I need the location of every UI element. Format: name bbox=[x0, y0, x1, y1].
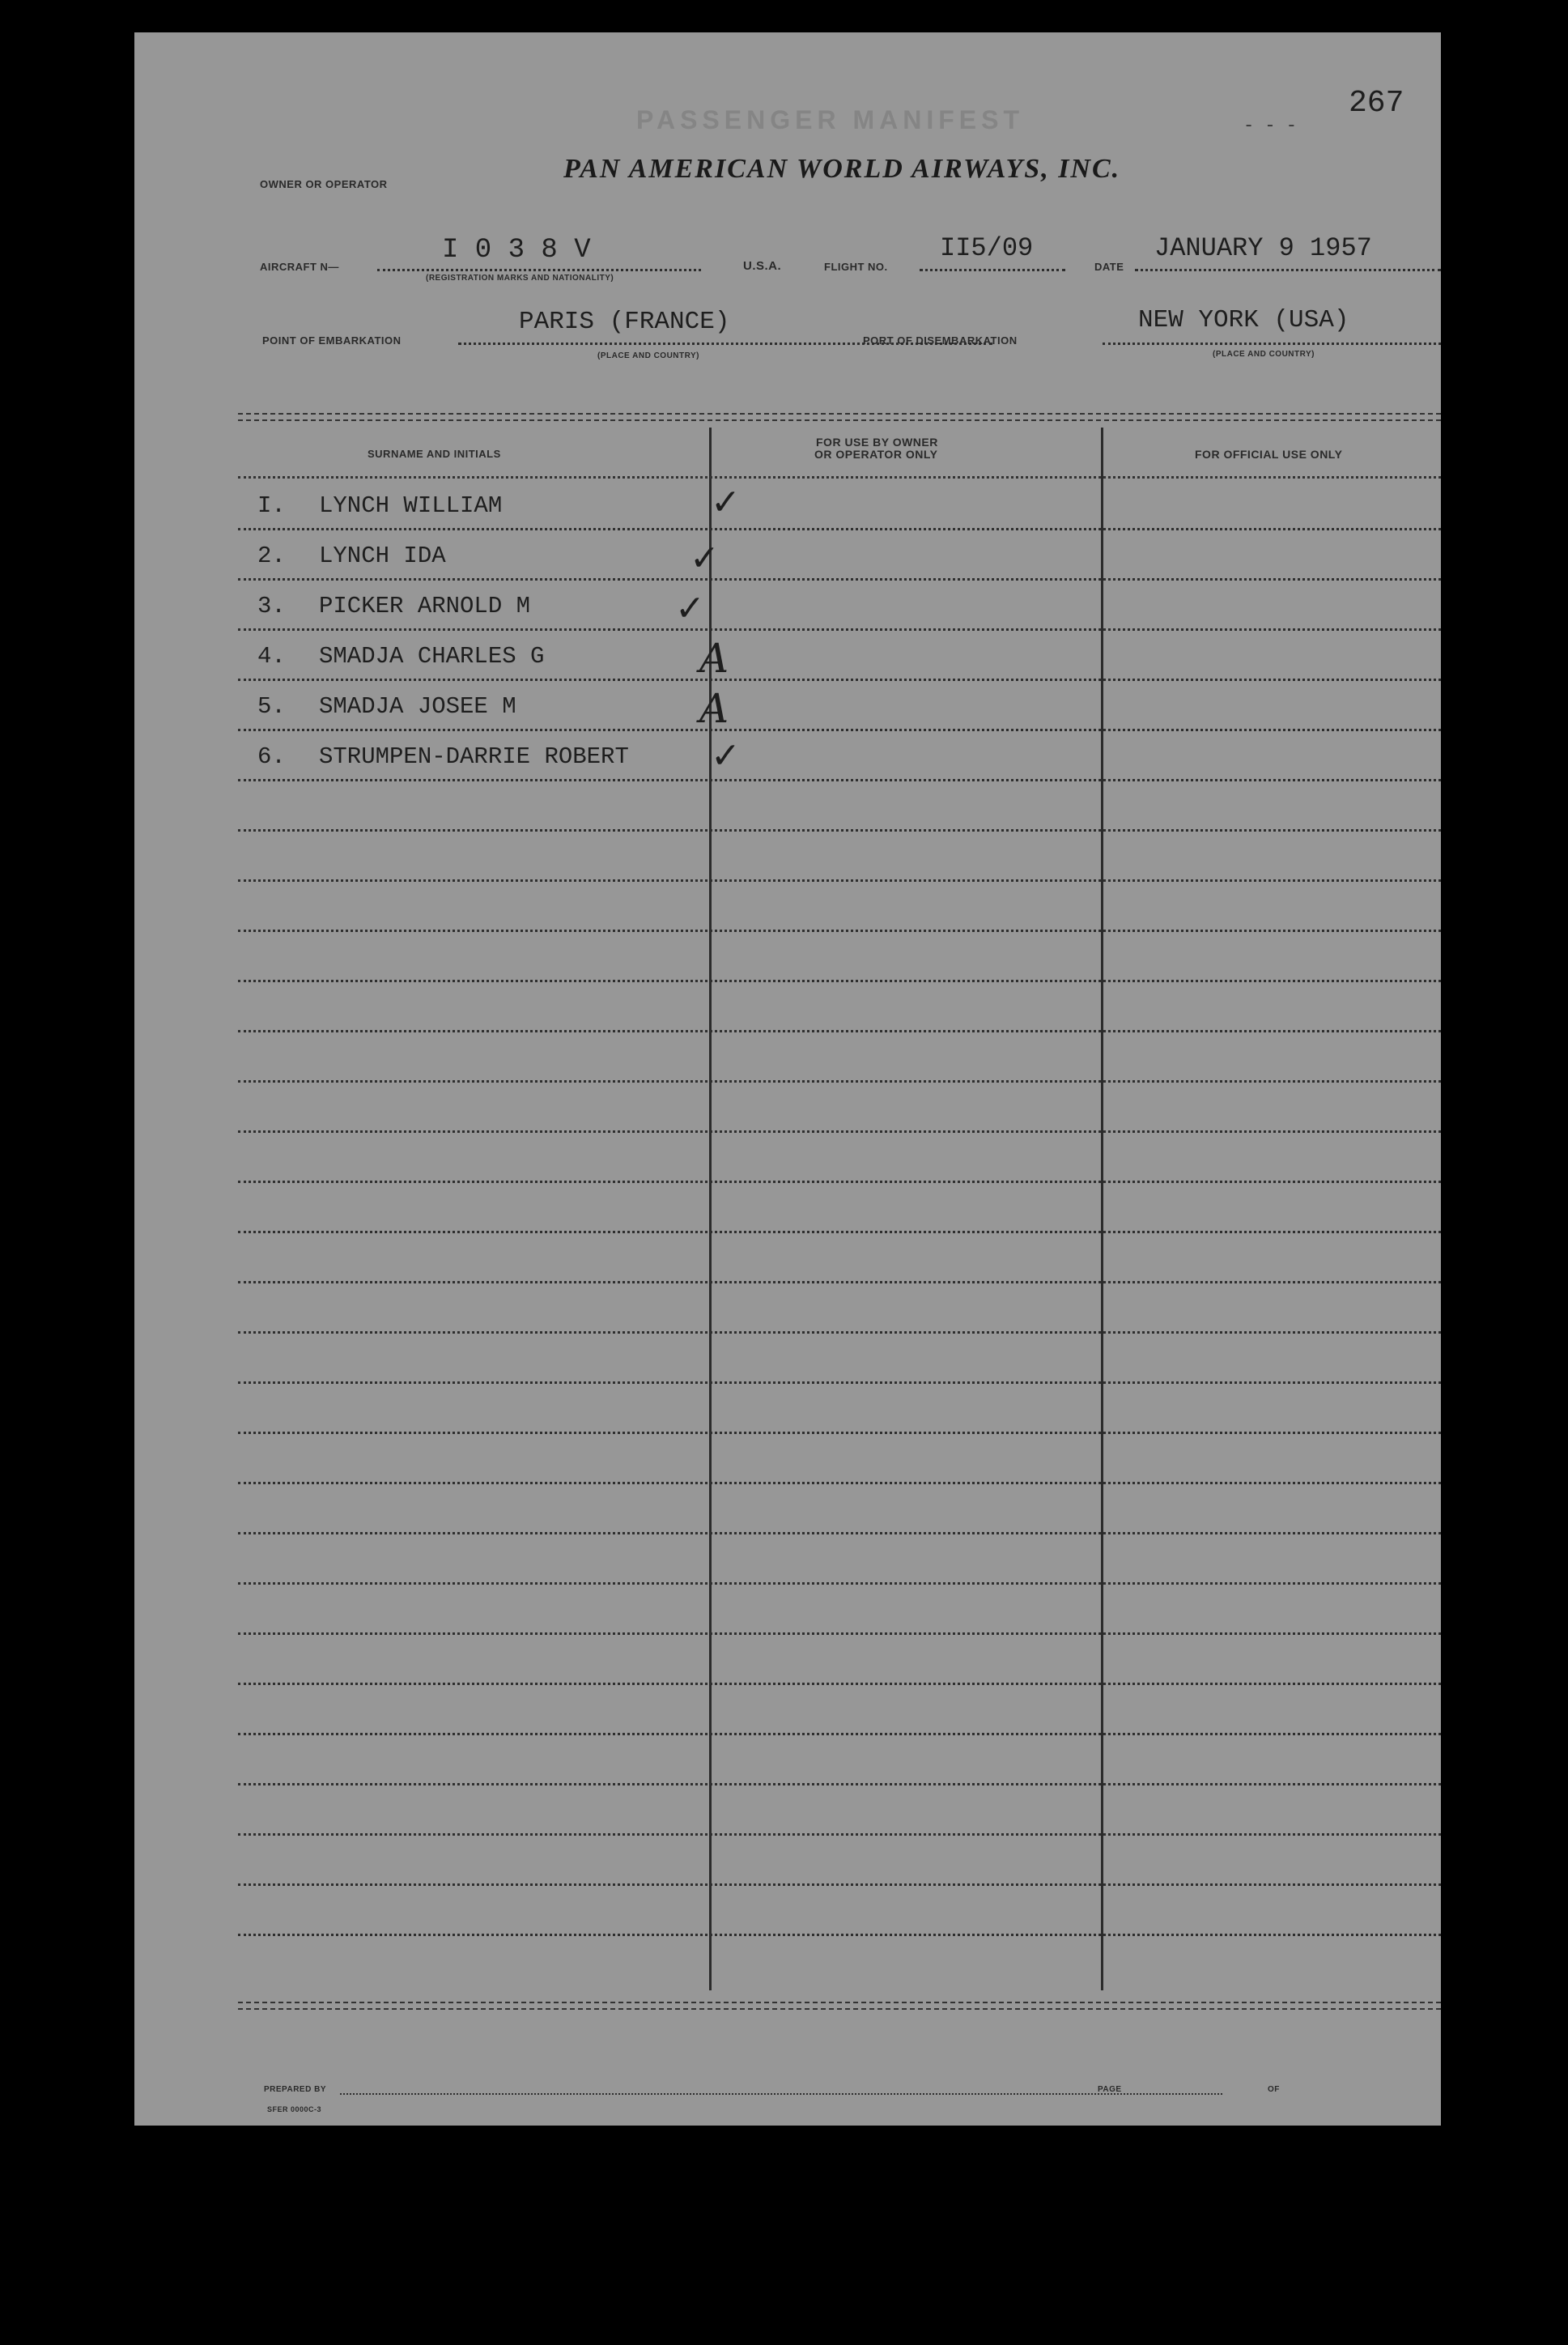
column-divider-2 bbox=[1101, 428, 1103, 1990]
table-row-line bbox=[238, 1934, 1441, 1936]
table-row-line bbox=[238, 980, 1441, 982]
aircraft-underline bbox=[377, 269, 701, 271]
embarkation-value: PARIS (FRANCE) bbox=[519, 308, 730, 336]
table-row-line bbox=[238, 1783, 1441, 1785]
flight-label: FLIGHT NO. bbox=[824, 261, 888, 273]
table-row-line bbox=[238, 729, 1441, 731]
manifest-sheet bbox=[134, 32, 1441, 2126]
row-3-check-mark: ✓ bbox=[675, 588, 705, 629]
embarkation-label: POINT OF EMBARKATION bbox=[262, 334, 402, 347]
dash-mark: - - - bbox=[1243, 116, 1298, 136]
table-row-line bbox=[238, 679, 1441, 681]
header-underline bbox=[238, 476, 1441, 479]
date-value: JANUARY 9 1957 bbox=[1154, 233, 1372, 263]
footer-of-label: OF bbox=[1268, 2085, 1280, 2094]
header-official: FOR OFFICIAL USE ONLY bbox=[1195, 448, 1343, 461]
table-row-line bbox=[238, 1130, 1441, 1133]
table-row-line bbox=[238, 1231, 1441, 1233]
table-row-line bbox=[238, 578, 1441, 581]
row-3-number: 3. bbox=[257, 593, 286, 619]
table-row-line bbox=[238, 1432, 1441, 1434]
disembarkation-underline bbox=[1103, 343, 1441, 345]
table-row-line bbox=[238, 1833, 1441, 1836]
table-top-border-2 bbox=[238, 419, 1441, 421]
table-bottom-border-2 bbox=[238, 2008, 1441, 2010]
date-label: DATE bbox=[1094, 261, 1124, 273]
page-number: 267 bbox=[1349, 86, 1404, 121]
table-row-line bbox=[238, 1532, 1441, 1534]
footer-prepared-by: PREPARED BY bbox=[264, 2085, 326, 2094]
table-row-line bbox=[238, 1632, 1441, 1635]
row-6-check-mark: ✓ bbox=[711, 735, 741, 777]
flight-underline bbox=[920, 269, 1065, 271]
faded-title: PASSENGER MANIFEST bbox=[636, 105, 1024, 134]
row-6-name: STRUMPEN-DARRIE ROBERT bbox=[319, 743, 629, 770]
embarkation-caption: (PLACE AND COUNTRY) bbox=[597, 351, 699, 360]
table-row-line bbox=[238, 528, 1441, 530]
row-2-number: 2. bbox=[257, 543, 286, 569]
row-5-a-mark: A bbox=[699, 685, 729, 732]
table-bottom-border-1 bbox=[238, 2002, 1441, 2003]
table-row-line bbox=[238, 879, 1441, 882]
table-row-line bbox=[238, 930, 1441, 932]
table-row-line bbox=[238, 1281, 1441, 1283]
table-row-line bbox=[238, 1883, 1441, 1886]
header-surname: SURNAME AND INITIALS bbox=[368, 448, 501, 460]
table-row-line bbox=[238, 628, 1441, 631]
table-row-line bbox=[238, 1331, 1441, 1334]
header-owner-use-1: FOR USE BY OWNER bbox=[816, 436, 938, 449]
table-top-border-1 bbox=[238, 413, 1441, 415]
flight-value: II5/09 bbox=[940, 233, 1034, 263]
disembarkation-label: PORT OF DISEMBARKATION bbox=[863, 334, 1018, 347]
table-row-line bbox=[238, 1582, 1441, 1585]
usa-label: U.S.A. bbox=[743, 259, 782, 273]
row-3-name: PICKER ARNOLD M bbox=[319, 593, 531, 619]
footer-prepared-line bbox=[340, 2093, 1222, 2095]
header-owner-use-2: OR OPERATOR ONLY bbox=[814, 448, 938, 461]
row-4-number: 4. bbox=[257, 643, 286, 670]
disembarkation-caption: (PLACE AND COUNTRY) bbox=[1213, 350, 1315, 359]
row-2-name: LYNCH IDA bbox=[319, 543, 446, 569]
footer-page-label: PAGE bbox=[1098, 2085, 1122, 2094]
table-row-line bbox=[238, 1733, 1441, 1735]
table-row-line bbox=[238, 1482, 1441, 1484]
row-1-check-mark: ✓ bbox=[711, 482, 741, 523]
table-row-line bbox=[238, 829, 1441, 832]
table-row-line bbox=[238, 1181, 1441, 1183]
row-4-a-mark: A bbox=[699, 635, 729, 682]
table-row-line bbox=[238, 1030, 1441, 1032]
row-1-name: LYNCH WILLIAM bbox=[319, 492, 503, 519]
owner-label: OWNER OR OPERATOR bbox=[260, 178, 388, 190]
disembarkation-value: NEW YORK (USA) bbox=[1138, 306, 1349, 334]
footer-form-number: SFER 0000C-3 bbox=[267, 2105, 322, 2113]
aircraft-label: AIRCRAFT N— bbox=[260, 261, 339, 273]
row-4-name: SMADJA CHARLES G bbox=[319, 643, 545, 670]
table-row-line bbox=[238, 1683, 1441, 1685]
row-6-number: 6. bbox=[257, 743, 286, 770]
row-2-check-mark: ✓ bbox=[690, 538, 720, 579]
aircraft-value: I 0 3 8 V bbox=[442, 235, 591, 266]
owner-value: PAN AMERICAN WORLD AIRWAYS, INC. bbox=[563, 154, 1121, 184]
row-1-number: I. bbox=[257, 492, 286, 519]
table-row-line bbox=[238, 1080, 1441, 1083]
table-row-line bbox=[238, 1381, 1441, 1384]
date-underline bbox=[1135, 269, 1441, 271]
row-5-number: 5. bbox=[257, 693, 286, 720]
row-5-name: SMADJA JOSEE M bbox=[319, 693, 516, 720]
table-row-line bbox=[238, 779, 1441, 781]
registration-caption: (REGISTRATION MARKS AND NATIONALITY) bbox=[426, 274, 614, 283]
